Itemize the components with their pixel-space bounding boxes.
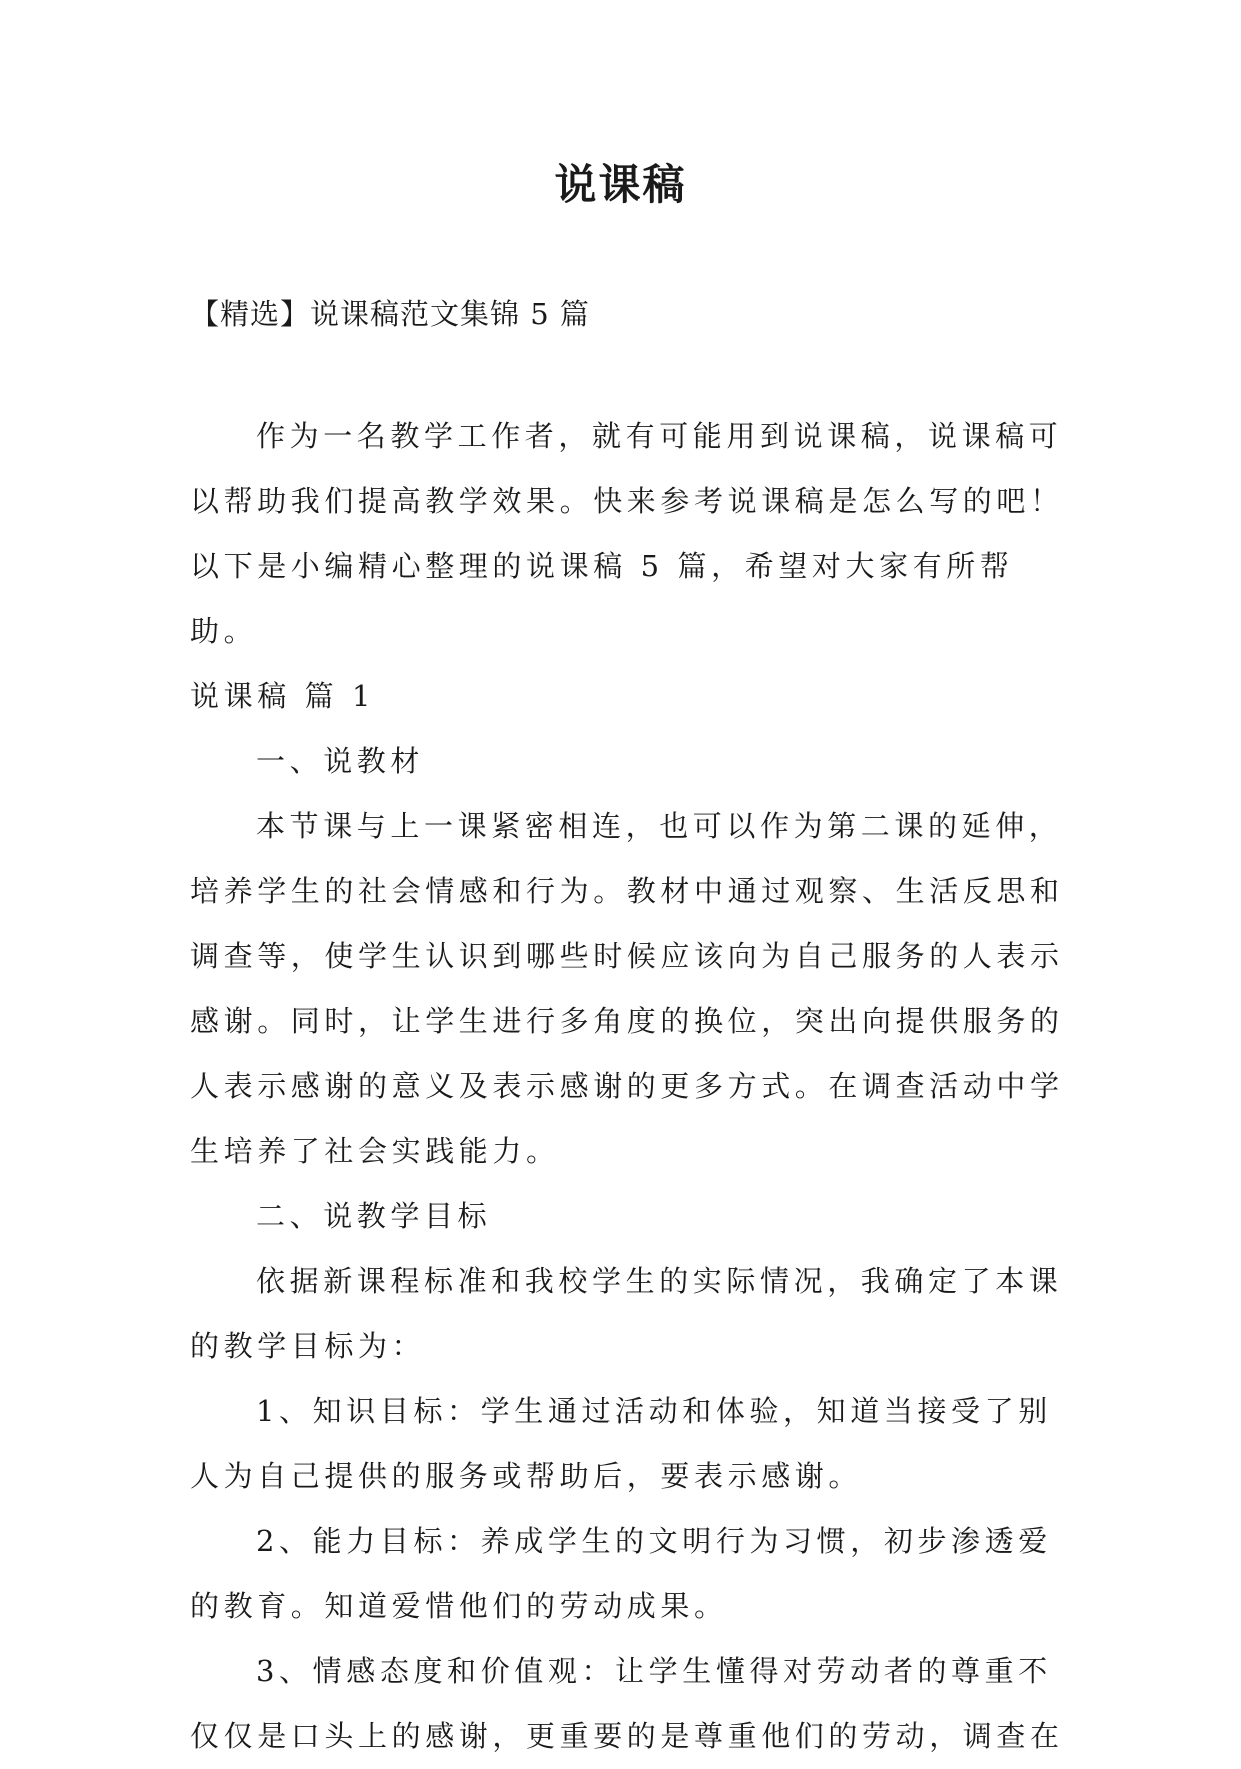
paragraph-textbook: 本节课与上一课紧密相连，也可以作为第二课的延伸，培养学生的社会情感和行为。教材中通过观察、生活反思和调查等，使学生认识到哪些时候应该向为自己服务的人表示感谢。同时，让学生进行多角度的换位，突出向提供服务的人表示感谢的意义及表示感谢的更多方式。在调查活动中学生培养了社会实践能力。 xyxy=(190,809,1064,1168)
paragraph-knowledge-goal: 1、知识目标：学生通过活动和体验，知道当接受了别人为自己提供的服务或帮助后，要表示感谢。 xyxy=(190,1394,1052,1493)
heading-textbook: 一、说教材 xyxy=(256,744,425,778)
document-title: 说课稿 xyxy=(554,160,687,209)
intro-paragraph: 作为一名教学工作者，就有可能用到说课稿，说课稿可以帮助我们提高教学效果。快来参考说课稿是怎么写的吧！以下是小编精心整理的说课稿 5 篇，希望对大家有所帮助。 xyxy=(190,419,1064,648)
document-body xyxy=(190,404,1070,1769)
paragraph-goals-intro: 依据新课程标准和我校学生的实际情况，我确定了本课的教学目标为： xyxy=(190,1264,1063,1363)
heading-teaching-goals: 二、说教学目标 xyxy=(256,1199,492,1233)
document-subtitle: 【精选】说课稿范文集锦 5 篇 xyxy=(190,297,590,331)
paragraph-ability-goal: 2、能力目标：养成学生的文明行为习惯，初步渗透爱的教育。知道爱惜他们的劳动成果。 xyxy=(190,1524,1052,1623)
paragraph-emotion-goal: 3、情感态度和价值观：让学生懂得对劳动者的尊重不仅仅是口头上的感谢，更重要的是尊重他们的劳动，调查在 xyxy=(190,1654,1064,1753)
section-heading-article-1: 说课稿 篇 1 xyxy=(190,679,376,713)
